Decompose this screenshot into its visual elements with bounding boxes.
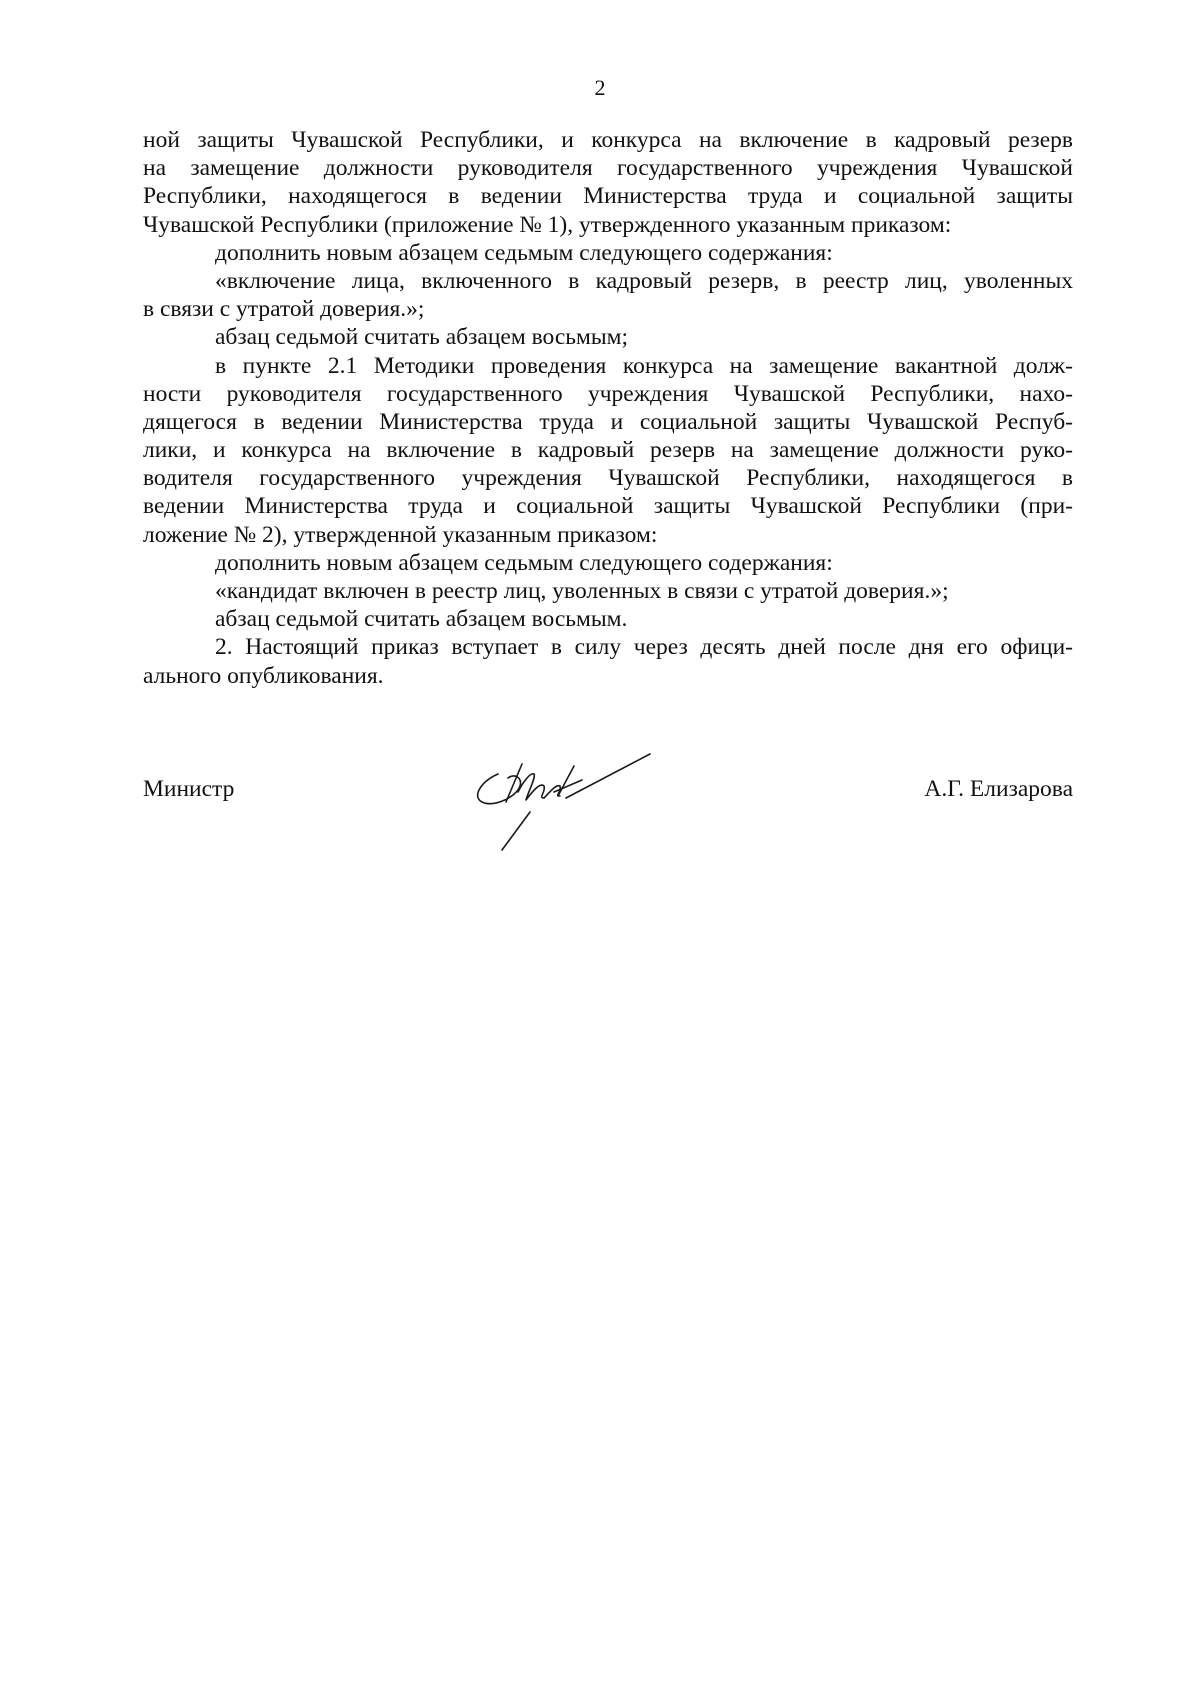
body-line: дополнить новым абзацем седьмым следующего содержания: <box>215 239 833 266</box>
body-line: в пункте 2.1 Методики проведения конкурса на замещение вакантной долж- <box>215 352 1073 379</box>
body-line: «включение лица, включенного в кадровый резерв, в реестр лиц, уволенных <box>215 267 1073 294</box>
body-line: абзац седьмой считать абзацем восьмым. <box>215 606 628 633</box>
body-line: абзац седьмой считать абзацем восьмым; <box>215 324 629 351</box>
handwritten-signature <box>470 752 670 852</box>
body-line: ной защиты Чувашской Республики, и конкурса на включение в кадровый резерв <box>143 127 1073 153</box>
body-line: ведении Министерства труда и социальной защиты Чувашской Республики (при- <box>143 493 1073 520</box>
body-line: водителя государственного учреждения Чувашской Республики, находящегося в <box>143 465 1073 492</box>
body-line: Чувашской Республики (приложение № 1), утвержденного указанным приказом: <box>143 211 952 238</box>
body-line: на замещение должности руководителя государственного учреждения Чувашской <box>143 155 1073 182</box>
body-line: Республики, находящегося в ведении Министерства труда и социальной защиты <box>143 183 1073 210</box>
body-line: ального опубликования. <box>143 662 384 689</box>
signatory-name: А.Г. Елизарова <box>924 776 1073 802</box>
body-line: лики, и конкурса на включение в кадровый резерв на замещение должности руко- <box>143 437 1073 464</box>
body-line: ности руководителя государственного учреждения Чувашской Республики, нахо- <box>143 380 1073 407</box>
body-line: дящегося в ведении Министерства труда и социальной защиты Чувашской Респуб- <box>143 408 1073 435</box>
body-line: в связи с утратой доверия.»; <box>143 296 425 323</box>
page-number: 2 <box>594 75 606 100</box>
body-line: «кандидат включен в реестр лиц, уволенных в связи с утратой доверия.»; <box>215 578 949 604</box>
body-line: ложение № 2), утвержденной указанным приказом: <box>143 521 658 548</box>
signatory-title: Министр <box>143 776 235 802</box>
document-body <box>143 126 1073 690</box>
body-line: дополнить новым абзацем седьмым следующего содержания: <box>215 549 833 576</box>
body-line: 2. Настоящий приказ вступает в силу через десять дней после дня его офици- <box>215 634 1073 661</box>
